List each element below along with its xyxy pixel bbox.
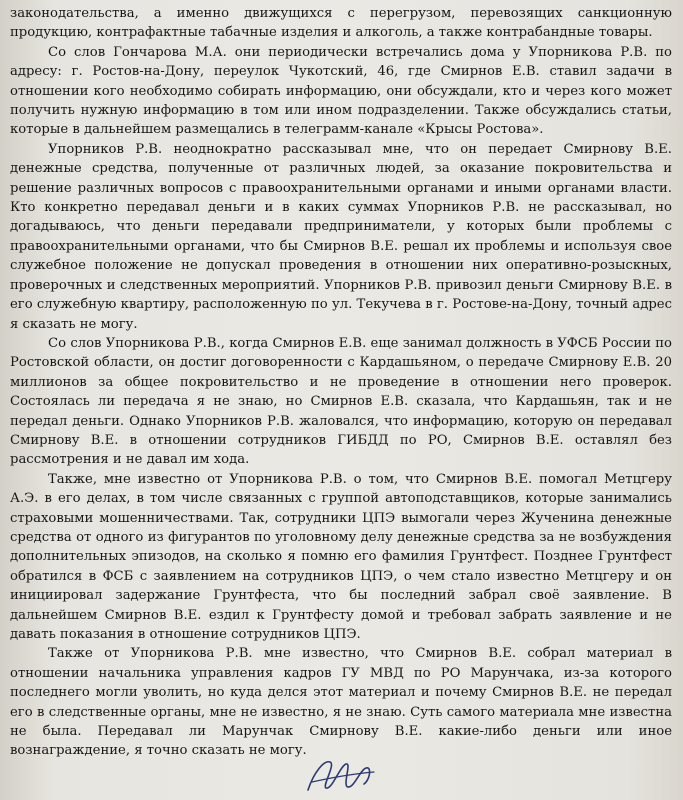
- handwritten-signature: [300, 752, 380, 798]
- paragraph-6: Также от Упорникова Р.В. мне известно, что Смирнов В.Е. собрал материал в отношении начальника управления кадров ГУ МВД по РО Марунчака, из-за которого последнего могли уволить, но куда делся этот материал и почему Смирнов В.Е. не передал его в следственные органы, мне не известно, я не знаю. Суть самого материала мне известна не была. Передавал ли Марунчак Смирнову В.Е. какие-либо деньги или иное вознаграждение, я точно сказать не могу.: [10, 646, 672, 759]
- paragraph-1: законодательства, а именно движущихся с перегрузом, перевозящих санкционную продукцию, контрафактные табачные изделия и алкоголь, а также контрабандные товары.: [10, 6, 672, 41]
- document-body: [10, 4, 672, 761]
- paragraph-4: Со слов Упорникова Р.В., когда Смирнов Е.В. еще занимал должность в УФСБ России по Ростовской области, он достиг договоренности с Кардашьяном, о передаче Смирнову Е.В. 20 миллионов за общее покровительство и не проведение в отношении него проверок. Состоялась ли передача я не знаю, но Смирнов Е.В. сказала, что Кардашьян, так и не передал деньги. Однако Упорников Р.В. жаловался, что информацию, которую он передавал Смирнову В.Е. в отношении сотрудников ГИБДД по РО, Смирнов В.Е. оставлял без рассмотрения и не давал им хода.: [10, 335, 672, 468]
- paragraph-3: Упорников Р.В. неоднократно рассказывал мне, что он передает Смирнову В.Е. денежные средства, полученные от различных людей, за оказание покровительства и решение различных вопросов с правоохранительными органами и иными органами власти. Кто конкретно передавал деньги и в каких суммах Упорников Р.В. не рассказывал, но догадываюсь, что деньги передавали предприниматели, у которых были проблемы с правоохранительными органами, что бы Смирнов В.Е. решал их проблемы и используя свое служебное положение не допускал проведения в отношении них оперативно-розыскных, проверочных и следственных мероприятий. Упорников Р.В. привозил деньги Смирнову В.Е. в его служебную квартиру, расположенную по ул. Текучева в г. Ростове-на-Дону, точный адрес я сказать не могу.: [10, 141, 672, 332]
- paragraph-2: Со слов Гончарова М.А. они периодически встречались дома у Упорникова Р.В. по адресу: г. Ростов-на-Дону, переулок Чукотский, 46, где Смирнов Е.В. ставил задачи в отношении кого необходимо собирать информацию, они обсуждали, кто и через кого может получить нужную информацию в том или ином подразделении. Также обсуждались статьи, которые в дальнейшем размещались в телеграмм-канале «Крысы Ростова».: [10, 44, 672, 138]
- paragraph-5: Также, мне известно от Упорникова Р.В. о том, что Смирнов В.Е. помогал Метцгеру А.Э. в его делах, в том числе связанных с группой автоподставщиков, которые занимались страховыми мошенничествами. Так, сотрудники ЦПЭ вымогали через Жученина денежные средства от одного из фигурантов по уголовному делу денежные средства за не возбуждения дополнительных эпизодов, на сколько я помню его фамилия Грунтфест. Позднее Грунтфест обратился в ФСБ с заявлением на сотрудников ЦПЭ, о чем стало известно Метцгеру и он инициировал задержание Грунтфеста, что бы последний забрал своё заявление. В дальнейшем Смирнов В.Е. ездил к Грунтфесту домой и требовал забрать заявление и не давать показания в отношение сотрудников ЦПЭ.: [10, 471, 672, 642]
